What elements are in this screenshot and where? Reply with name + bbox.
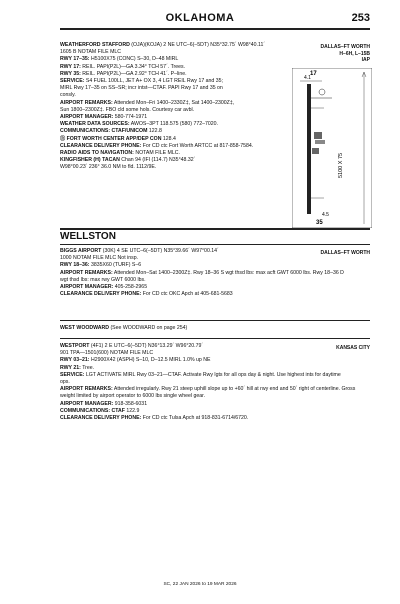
field-label: COMMUNICATIONS: CTAF [60, 407, 125, 414]
field-value: For CD ctc Fort Worth ARTCC at 817-858-7584. [141, 142, 254, 149]
region-line: KANSAS CITY [336, 345, 370, 351]
field-label: RWY 03–21: [60, 357, 90, 364]
field-value: AWOS–3PT 118.575 (580) 772–7020. [129, 121, 218, 128]
text-line [60, 365, 370, 372]
field-value: 122.9 [124, 407, 140, 414]
field-label: Ⓡ FORT WORTH CENTER APP/DEP CON [60, 135, 162, 142]
field-label: SERVICE: [60, 78, 85, 85]
hangar-shape [315, 140, 325, 144]
region-line: IAP [361, 57, 370, 63]
section-rule [60, 320, 370, 321]
field-label: RWY 35: [60, 70, 81, 77]
wellston-region [321, 250, 370, 257]
field-label: RWY 17: [60, 63, 81, 70]
diagram-dim-b: 4.5 [322, 212, 329, 218]
text-line [60, 56, 360, 63]
field-label: SERVICE: [60, 371, 85, 378]
region-line: DALLAS–FT WORTH [320, 250, 370, 256]
field-value: LGT ACTIVATE MIRL Rwy 03–21—CTAF. Activate Rwy lgts for all ops day & night. Use highest ints for daytime [84, 371, 341, 378]
cross-reference: (See WOODWARD on page 254) [109, 325, 188, 331]
region-line: DALLAS–FT WORTH [320, 44, 370, 50]
field-label: WEATHERFORD STAFFORD [60, 42, 130, 48]
field-label: RADIO AIDS TO NAVIGATION: [60, 150, 134, 157]
runway-length-label: 5100 X 75 [338, 152, 344, 178]
field-value: NOTAM FILE MLC. [133, 150, 180, 157]
edition-footer: SC, 22 JAN 2026 to 19 MAR 2026 [163, 582, 237, 587]
field-value: ops. [60, 379, 70, 386]
field-value: REIL. PAPI(P2L)—GA 3.34° TCH 57´. Trees. [80, 63, 186, 70]
text-line [60, 49, 360, 56]
field-label: RWY 21: [60, 364, 81, 371]
text-line [60, 393, 370, 400]
airport-name: WEST WOODWARD [60, 325, 109, 331]
text-line [60, 401, 370, 408]
text-line [60, 408, 370, 415]
field-value: 580-774-1971 [113, 114, 148, 121]
page-number: 253 [351, 12, 370, 24]
field-value: Attended Mon–Sat 1400–2300Z‡. Rwy 18–36 S wgt thsd lbs: max acft GWT 6000 lbs. Rwy 18–36 D [112, 269, 344, 276]
field-value: For CD ctc Tulsa Apch at 918-831-6714/6720. [141, 415, 249, 422]
field-label: CLEARANCE DELIVERY PHONE: [60, 291, 142, 298]
field-value: 901 TPA—1501(600) NOTAM FILE MLC [60, 350, 154, 357]
runway-17-35 [307, 84, 311, 214]
field-value: 918-358-6031 [113, 400, 148, 407]
field-value: weight limited by airport operator to 6000 lbs single wheel gear. [60, 393, 206, 400]
field-value: For CD ctc OKC Apch at 405-681-5683 [141, 291, 233, 298]
field-value: consly. [60, 92, 76, 99]
diagram-frame [292, 68, 372, 228]
field-value: H2900X42 (ASPH) S–10, D–12.5 MIRL 1.0% up NE [89, 357, 211, 364]
field-value: 3835X60 (TURF) S–6 [89, 262, 142, 269]
field-value: Sun 1800–2300Z‡. FBO cld some hols. Courtesy car avbl. [60, 106, 195, 113]
text-line [60, 357, 370, 364]
text-line [60, 284, 370, 291]
weatherford-region [321, 44, 370, 64]
field-value: (30K) 4 SE UTC–6(–5DT) N35°39.66´ W97°00.14´ [101, 248, 219, 254]
page-title: OKLAHOMA [165, 12, 235, 24]
section-rule [60, 228, 370, 230]
text-line [60, 291, 370, 298]
field-value: W98°00.23´ 236° 36.0 NM to fld. 1112/9E. [60, 164, 157, 171]
field-value: wgt thsd lbs: max rwy GWT 6000 lbs. [60, 276, 146, 283]
field-value: 128.4 [161, 135, 176, 142]
westport-region [336, 345, 370, 352]
field-label: AIRPORT MANAGER: [60, 400, 114, 407]
field-label: AIRPORT REMARKS: [60, 386, 113, 393]
field-value: Attended irregularly. Rwy 21 steep uphill slope up to +60´ hill at rwy end and 50´ right of centerline. Gross [112, 386, 356, 393]
diagram-dim-a: 4.1 [304, 75, 311, 81]
runway-35-label: 35 [316, 220, 323, 226]
text-line [60, 379, 370, 386]
wellston-section-title: WELLSTON [60, 231, 116, 242]
field-value: (OJA)(KOJA) 2 NE UTC–6(–5DT) N35°32.75´ W98°40.11´ [129, 42, 266, 48]
runway-17-label: 17 [310, 71, 317, 77]
field-label: KINGFISHER (H) TACAN [60, 157, 120, 164]
field-value: 405-258-2965 [113, 284, 148, 291]
text-line [60, 372, 370, 379]
field-value: 1000 NOTAM FILE MLC Not insp. [60, 255, 139, 262]
field-label: AIRPORT REMARKS: [60, 99, 113, 106]
field-label: AIRPORT MANAGER: [60, 284, 114, 291]
text-line [60, 262, 370, 269]
field-label: AIRPORT REMARKS: [60, 269, 113, 276]
airport-diagram [292, 68, 372, 228]
field-value: Chan 94 (IFI (114.7) N35°48.32´ [119, 157, 196, 164]
field-value: S4 FUEL 100LL, JET A+ OX 3, 4 LGT REIL Rwy 17 and 35; [84, 78, 223, 85]
text-line [60, 350, 370, 357]
section-rule [60, 338, 370, 339]
field-label: WESTPORT [60, 343, 90, 349]
field-label: WEATHER DATA SOURCES: [60, 121, 130, 128]
text-line [60, 270, 370, 277]
field-label: CLEARANCE DELIVERY PHONE: [60, 142, 142, 149]
field-label: CLEARANCE DELIVERY PHONE: [60, 415, 142, 422]
text-line [60, 277, 370, 284]
section-rule [60, 244, 370, 245]
field-value: (4F1) 2 E UTC–6(–5DT) N36°13.29´ W96°20.79´ [89, 343, 204, 349]
apron-shape [314, 132, 322, 139]
field-value: 1605 B NOTAM FILE MLC [60, 49, 122, 56]
text-line [60, 415, 370, 422]
building-shape [312, 148, 319, 154]
field-value: H5100X75 (CONC) S–30, D–48 MIRL [89, 56, 179, 63]
field-value: 122.8 [147, 128, 162, 135]
westport-entry [60, 343, 370, 422]
field-label: RWY 18–36: [60, 262, 90, 269]
field-value: REIL. PAPI(P2L)—GA 2.92° TCH 41´. P–line. [80, 70, 187, 77]
field-label: COMMUNICATIONS: CTAF/UNICOM [60, 128, 148, 135]
header-rule [60, 28, 370, 30]
field-label: AIRPORT MANAGER: [60, 114, 114, 121]
field-value: MIRL Rwy 17–35 on SS–SR; incr intst—CTAF. PAPI Rwy 17 and 35 on [60, 85, 223, 92]
field-label: RWY 17–35: [60, 56, 90, 63]
text-line [60, 386, 370, 393]
text-line [60, 343, 370, 350]
field-value: Tree. [80, 364, 95, 371]
west-woodward-entry [60, 325, 187, 332]
text-line [60, 42, 360, 49]
field-value: Attended Mon–Fri 1400–2330Z‡, Sat 1400–2300Z‡, [112, 99, 235, 106]
field-label: BIGGS AIRPORT [60, 248, 102, 254]
region-line: H–6H, L–15B [339, 50, 370, 57]
